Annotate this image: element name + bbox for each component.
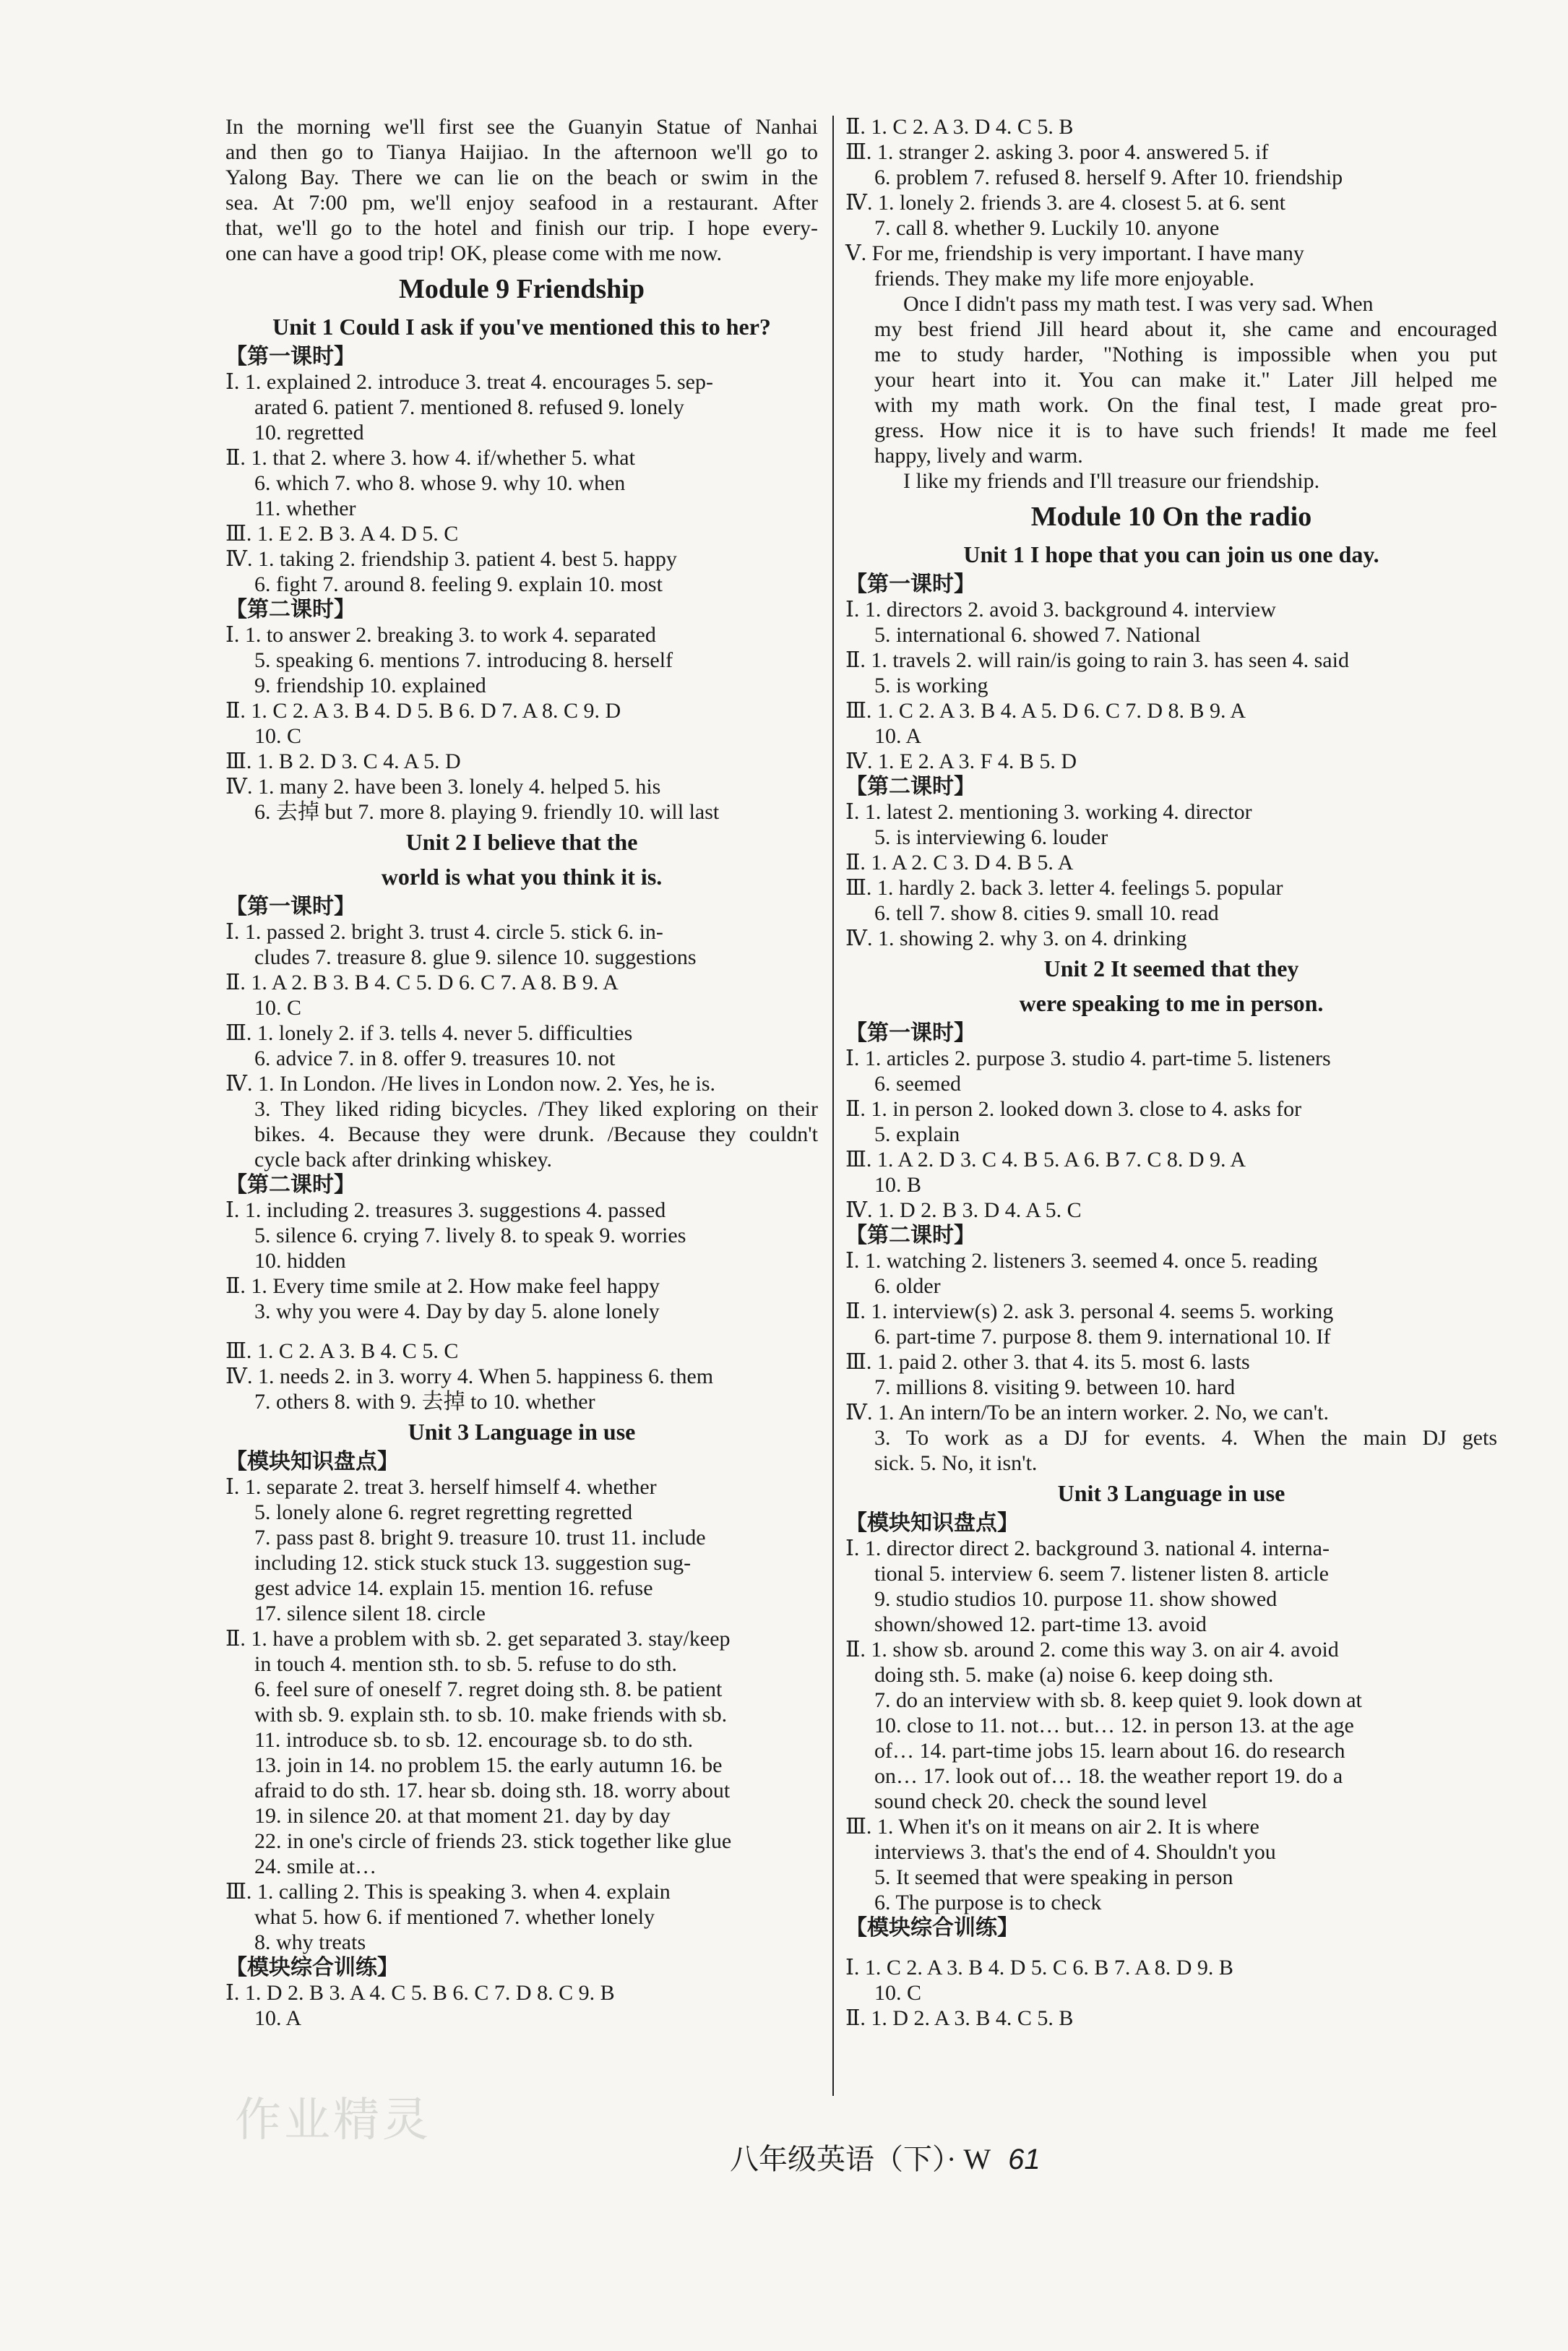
answer-line: Ⅱ. 1. that 2. where 3. how 4. if/whether 5. what — [225, 446, 635, 470]
answer-line: 10. C — [254, 724, 302, 748]
answer-line: including 12. stick stuck stuck 13. suggestion sug- — [254, 1551, 692, 1575]
answer-line: 3. why you were 4. Day by day 5. alone lonely — [254, 1299, 660, 1323]
answer-line: Ⅱ. 1. interview(s) 2. ask 3. personal 4. seems 5. working — [845, 1299, 1334, 1323]
answer-line: 7. pass past 8. bright 9. treasure 10. trust 11. include — [254, 1526, 706, 1550]
answer-line: 5. is interviewing 6. louder — [874, 825, 1108, 849]
answer-line: Ⅰ. 1. watching 2. listeners 3. seemed 4. once 5. reading — [845, 1249, 1318, 1273]
answer-line: 6. seemed — [874, 1072, 961, 1096]
answer-line: Ⅱ. 1. travels 2. will rain/is going to rain 3. has seen 4. said — [845, 648, 1349, 672]
answer-line: Once I didn't pass my math test. I was very sad. When — [903, 292, 1374, 316]
answer-line: Ⅳ. 1. many 2. have been 3. lonely 4. helped 5. his — [225, 775, 661, 799]
section-label: 【第一课时】 — [845, 1020, 975, 1046]
answer-line: 19. in silence 20. at that moment 21. day by day — [254, 1804, 671, 1828]
answer-line: 6. part-time 7. purpose 8. them 9. international 10. If — [874, 1325, 1331, 1349]
answer-line: Ⅳ. 1. In London. /He lives in London now. 2. Yes, he is. — [225, 1072, 716, 1096]
answer-line: 3. They liked riding bicycles. /They liked exploring on their — [254, 1097, 818, 1121]
module-heading: Module 9 Friendship — [399, 274, 645, 304]
answer-line: Ⅳ. 1. needs 2. in 3. worry 4. When 5. happiness 6. them — [225, 1364, 714, 1388]
answer-line: Ⅰ. 1. including 2. treasures 3. suggestions 4. passed — [225, 1198, 666, 1222]
answer-line: 13. join in 14. no problem 15. the early autumn 16. be — [254, 1753, 723, 1777]
paragraph-line: sea. At 7:00 pm, we'll enjoy seafood in a restaurant. After — [225, 191, 818, 215]
answer-line: Ⅲ. 1. stranger 2. asking 3. poor 4. answered 5. if — [845, 140, 1269, 164]
spacer — [845, 1940, 1497, 1955]
answer-line: Ⅱ. 1. C 2. A 3. B 4. D 5. B 6. D 7. A 8. C 9. D — [225, 699, 621, 723]
footer-label: 八年级英语（下）· W — [730, 2143, 991, 2175]
answer-line: sound check 20. check the sound level — [874, 1789, 1207, 1813]
answer-line: gress. How nice it is to have such friends! It made me feel — [874, 418, 1497, 442]
answer-line: Ⅲ. 1. When it's on it means on air 2. It is where — [845, 1815, 1259, 1839]
answer-line: Ⅳ. 1. E 2. A 3. F 4. B 5. D — [845, 749, 1077, 773]
answer-line: 5. international 6. showed 7. National — [874, 623, 1201, 647]
answer-line: 5. speaking 6. mentions 7. introducing 8. herself — [254, 648, 673, 672]
section-label: 【第一课时】 — [225, 344, 356, 369]
answer-line: interviews 3. that's the end of 4. Shouldn't you — [874, 1840, 1276, 1864]
answer-line: Ⅱ. 1. have a problem with sb. 2. get separated 3. stay/keep — [225, 1627, 731, 1651]
answer-line: friends. They make my life more enjoyable. — [874, 267, 1254, 291]
answer-line: your heart into it. You can make it." Later Jill helped me — [874, 368, 1497, 392]
answer-line: 8. why treats — [254, 1930, 366, 1954]
answer-line: 3. To work as a DJ for events. 4. When the main DJ gets — [874, 1426, 1497, 1450]
answer-line: with my math work. On the final test, I made great pro- — [874, 393, 1497, 417]
answer-line: arated 6. patient 7. mentioned 8. refused 9. lonely — [254, 395, 684, 419]
answer-line: 9. studio studios 10. purpose 11. show showed — [874, 1587, 1278, 1611]
watermark-logo: 作业精灵 — [235, 2094, 431, 2147]
answer-line: Ⅳ. 1. An intern/To be an intern worker. 2. No, we can't. — [845, 1401, 1329, 1424]
section-label: 【模块知识盘点】 — [845, 1510, 1019, 1536]
paragraph-line: that, we'll go to the hotel and finish our trip. I hope every- — [225, 216, 818, 240]
answer-line: my best friend Jill heard about it, she came and encouraged — [874, 317, 1497, 341]
answer-line: 6. tell 7. show 8. cities 9. small 10. read — [874, 901, 1219, 925]
answer-line: Ⅱ. 1. A 2. C 3. D 4. B 5. A — [845, 851, 1074, 874]
paragraph-line: In the morning we'll first see the Guanyin Statue of Nanhai — [225, 115, 818, 139]
answer-line: 22. in one's circle of friends 23. stick together like glue — [254, 1829, 732, 1853]
answer-line: happy, lively and warm. — [874, 444, 1083, 468]
answer-line: 7. call 8. whether 9. Luckily 10. anyone — [874, 216, 1220, 240]
answer-line: Ⅲ. 1. C 2. A 3. B 4. A 5. D 6. C 7. D 8. B 9. A — [845, 699, 1246, 723]
unit-heading: Unit 3 Language in use — [1057, 1480, 1285, 1506]
answer-line: Ⅰ. 1. C 2. A 3. B 4. D 5. C 6. B 7. A 8. D 9. B — [845, 1956, 1233, 1980]
answer-line: Ⅲ. 1. lonely 2. if 3. tells 4. never 5. difficulties — [225, 1021, 633, 1045]
unit-heading: Unit 1 I hope that you can join us one day. — [963, 541, 1379, 567]
answer-line: 6. which 7. who 8. whose 9. why 10. when — [254, 471, 626, 495]
section-label: 【第二课时】 — [225, 1172, 356, 1198]
section-label: 【模块综合训练】 — [845, 1915, 1019, 1940]
answer-line: cycle back after drinking whiskey. — [254, 1148, 553, 1172]
column-divider — [832, 116, 834, 2096]
answer-line: Ⅰ. 1. to answer 2. breaking 3. to work 4. separated — [225, 623, 656, 647]
answer-line: Ⅱ. 1. C 2. A 3. D 4. C 5. B — [845, 115, 1074, 139]
answer-line: 10. A — [254, 2006, 302, 2030]
answer-line: Ⅲ. 1. C 2. A 3. B 4. C 5. C — [225, 1339, 459, 1363]
answer-line: 10. A — [874, 724, 922, 748]
left-column — [225, 114, 818, 2031]
answer-line: me to study harder, "Nothing is impossible when you put — [874, 343, 1497, 366]
section-label: 【模块知识盘点】 — [225, 1449, 399, 1474]
answer-line: Ⅰ. 1. latest 2. mentioning 3. working 4. director — [845, 800, 1252, 824]
answer-line: Ⅳ. 1. taking 2. friendship 3. patient 4. best 5. happy — [225, 547, 677, 571]
answer-line: 6. problem 7. refused 8. herself 9. After 10. friendship — [874, 166, 1343, 189]
answer-line: tional 5. interview 6. seem 7. listener listen 8. article — [874, 1562, 1329, 1586]
answer-line: 11. introduce sb. to sb. 12. encourage sb. to do sth. — [254, 1728, 694, 1752]
answer-line: 5. explain — [874, 1122, 960, 1146]
answer-line: with sb. 9. explain sth. to sb. 10. make friends with sb. — [254, 1703, 728, 1727]
answer-line: Ⅰ. 1. separate 2. treat 3. herself himself 4. whether — [225, 1475, 657, 1499]
section-label: 【模块综合训练】 — [225, 1955, 399, 1980]
answer-line: Ⅳ. 1. showing 2. why 3. on 4. drinking — [845, 927, 1187, 950]
answer-line: Ⅱ. 1. in person 2. looked down 3. close to 4. asks for — [845, 1097, 1302, 1121]
answer-line: Ⅱ. 1. show sb. around 2. come this way 3. on air 4. avoid — [845, 1638, 1339, 1662]
answer-line: 17. silence silent 18. circle — [254, 1602, 486, 1625]
answer-line: 6. feel sure of oneself 7. regret doing sth. 8. be patient — [254, 1677, 723, 1701]
answer-line: Ⅳ. 1. D 2. B 3. D 4. A 5. C — [845, 1198, 1082, 1222]
answer-line: 10. B — [874, 1173, 922, 1197]
page-footer — [730, 2136, 1041, 2178]
answer-line: 7. others 8. with 9. 去掉 to 10. whether — [254, 1390, 595, 1414]
answer-line: Ⅲ. 1. calling 2. This is speaking 3. when 4. explain — [225, 1880, 671, 1904]
answer-line: 7. millions 8. visiting 9. between 10. hard — [874, 1375, 1236, 1399]
answer-line: Ⅳ. 1. lonely 2. friends 3. are 4. closest 5. at 6. sent — [845, 191, 1286, 215]
answer-line: 5. silence 6. crying 7. lively 8. to speak 9. worries — [254, 1224, 686, 1247]
answer-line: 10. close to 11. not… but… 12. in person 13. at the age — [874, 1714, 1354, 1737]
answer-line: 5. It seemed that were speaking in person — [874, 1865, 1233, 1889]
answer-line: Ⅰ. 1. explained 2. introduce 3. treat 4. encourages 5. sep- — [225, 370, 713, 394]
unit-heading: were speaking to me in person. — [1019, 990, 1324, 1016]
answer-line: Ⅲ. 1. paid 2. other 3. that 4. its 5. most 6. lasts — [845, 1350, 1250, 1374]
answer-line: 6. fight 7. around 8. feeling 9. explain 10. most — [254, 572, 663, 596]
unit-heading: Unit 1 Could I ask if you've mentioned this to her? — [272, 314, 771, 340]
unit-heading: Unit 2 I believe that the — [405, 829, 638, 855]
page-number: 61 — [1008, 2144, 1041, 2175]
section-label: 【第二课时】 — [845, 774, 975, 799]
answer-line: Ⅲ. 1. hardly 2. back 3. letter 4. feelings 5. popular — [845, 876, 1283, 900]
answer-line: Ⅰ. 1. passed 2. bright 3. trust 4. circle 5. stick 6. in- — [225, 920, 663, 944]
answer-line: 10. regretted — [254, 421, 364, 444]
section-label: 【第一课时】 — [845, 572, 975, 597]
answer-line: 10. C — [254, 996, 302, 1020]
spacer — [225, 1324, 818, 1338]
answer-line: Ⅱ. 1. D 2. A 3. B 4. C 5. B — [845, 2006, 1074, 2030]
section-label: 【第一课时】 — [225, 894, 356, 919]
answer-line: cludes 7. treasure 8. glue 9. silence 10. suggestions — [254, 945, 697, 969]
answer-line: 10. C — [874, 1981, 922, 2005]
answer-line: doing sth. 5. make (a) noise 6. keep doing sth. — [874, 1663, 1274, 1687]
answer-line: 7. do an interview with sb. 8. keep quiet 9. look down at — [874, 1688, 1362, 1712]
paragraph-line: one can have a good trip! OK, please come with me now. — [225, 241, 722, 265]
answer-line: shown/showed 12. part-time 13. avoid — [874, 1612, 1207, 1636]
section-label: 【第二课时】 — [845, 1223, 975, 1248]
answer-line: 6. older — [874, 1274, 941, 1298]
answer-line: what 5. how 6. if mentioned 7. whether lonely — [254, 1905, 655, 1929]
answer-line: 11. whether — [254, 497, 356, 520]
answer-line: of… 14. part-time jobs 15. learn about 16. do research — [874, 1739, 1345, 1763]
answer-line: on… 17. look out of… 18. the weather report 19. do a — [874, 1764, 1343, 1788]
answer-line: Ⅱ. 1. Every time smile at 2. How make feel happy — [225, 1274, 660, 1298]
answer-line: bikes. 4. Because they were drunk. /Because they couldn't — [254, 1122, 818, 1146]
answer-line: gest advice 14. explain 15. mention 16. refuse — [254, 1576, 653, 1600]
answer-line: 10. hidden — [254, 1249, 346, 1273]
answer-line: 5. lonely alone 6. regret regretting regretted — [254, 1500, 633, 1524]
answer-line: 24. smile at… — [254, 1854, 377, 1878]
answer-line: Ⅰ. 1. director direct 2. background 3. national 4. interna- — [845, 1536, 1330, 1560]
unit-heading: world is what you think it is. — [381, 864, 663, 890]
unit-heading: Unit 2 It seemed that they — [1043, 955, 1299, 981]
answer-line: sick. 5. No, it isn't. — [874, 1451, 1038, 1475]
answer-line: Ⅲ. 1. E 2. B 3. A 4. D 5. C — [225, 522, 459, 546]
answer-line: 5. is working — [874, 674, 988, 697]
paragraph-line: Yalong Bay. There we can lie on the beach or swim in the — [225, 166, 818, 189]
answer-line: Ⅰ. 1. directors 2. avoid 3. background 4. interview — [845, 598, 1276, 622]
answer-line: Ⅰ. 1. articles 2. purpose 3. studio 4. part-time 5. listeners — [845, 1046, 1331, 1070]
answer-line: in touch 4. mention sth. to sb. 5. refuse to do sth. — [254, 1652, 677, 1676]
answer-line: Ⅲ. 1. B 2. D 3. C 4. A 5. D — [225, 749, 461, 773]
answer-line: 6. advice 7. in 8. offer 9. treasures 10. not — [254, 1046, 616, 1070]
answer-line: afraid to do sth. 17. hear sb. doing sth. 18. worry about — [254, 1779, 731, 1802]
section-label: 【第二课时】 — [225, 597, 356, 622]
answer-line: Ⅰ. 1. D 2. B 3. A 4. C 5. B 6. C 7. D 8. C 9. B — [225, 1981, 615, 2005]
answer-line: 6. The purpose is to check — [874, 1891, 1102, 1914]
answer-line: Ⅲ. 1. A 2. D 3. C 4. B 5. A 6. B 7. C 8. D 9. A — [845, 1148, 1246, 1172]
module-heading: Module 10 On the radio — [1030, 502, 1312, 532]
answer-line: Ⅱ. 1. A 2. B 3. B 4. C 5. D 6. C 7. A 8. B 9. A — [225, 971, 619, 994]
answer-line: I like my friends and I'll treasure our friendship. — [903, 469, 1320, 493]
answer-line: Ⅴ. For me, friendship is very important. I have many — [845, 241, 1304, 265]
answer-line: 6. 去掉 but 7. more 8. playing 9. friendly 10. will last — [254, 800, 720, 824]
answer-line: 9. friendship 10. explained — [254, 674, 486, 697]
paragraph-line: and then go to Tianya Haijiao. In the afternoon we'll go to — [225, 140, 818, 164]
unit-heading: Unit 3 Language in use — [408, 1419, 636, 1445]
right-column — [845, 114, 1497, 2031]
